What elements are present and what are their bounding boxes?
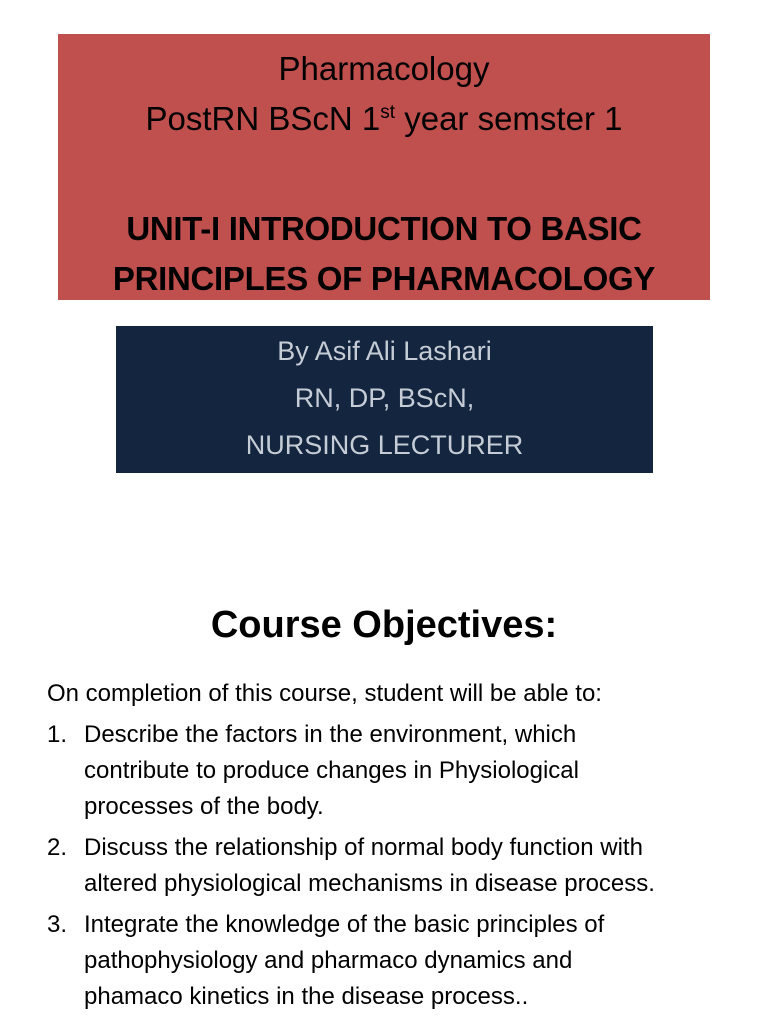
objective-text-line: Discuss the relationship of normal body function with — [84, 834, 643, 861]
unit-title-line-1: UNIT-I INTRODUCTION TO BASIC — [126, 210, 642, 247]
objective-text-line: phamaco kinetics in the disease process.. — [84, 983, 529, 1010]
title-box — [58, 34, 710, 300]
objective-text-line: processes of the body. — [84, 793, 324, 820]
program-suffix: year semster 1 — [395, 100, 623, 137]
course-title: Pharmacology — [278, 50, 490, 87]
author-credentials: RN, DP, BScN, — [294, 383, 475, 413]
objectives-list — [0, 717, 768, 1020]
objective-text-line: Describe the factors in the environment, which — [84, 721, 577, 748]
author-role: NURSING LECTURER — [245, 430, 524, 460]
objectives-heading: Course Objectives: — [210, 604, 558, 646]
objective-text-line: pathophysiology and pharmaco dynamics and — [84, 947, 573, 974]
unit-title — [58, 204, 710, 304]
program-prefix: PostRN BScN 1 — [145, 100, 381, 137]
author-name: By Asif Ali Lashari — [277, 336, 492, 366]
unit-title-line-2: PRINCIPLES OF PHARMACOLOGY — [112, 260, 656, 297]
objective-number: 2. — [47, 834, 68, 861]
objective-text-line: contribute to produce changes in Physiological — [84, 757, 579, 784]
objective-item — [0, 717, 768, 825]
author-box — [116, 326, 653, 473]
objective-text-line: altered physiological mechanisms in disease process. — [84, 870, 655, 897]
objectives-slide — [0, 540, 768, 1024]
program-superscript: st — [380, 102, 396, 123]
objective-item — [0, 907, 768, 1015]
objective-text-line: Integrate the knowledge of the basic principles of — [84, 911, 605, 938]
objectives-intro: On completion of this course, student will be able to: — [47, 680, 602, 707]
objective-number: 1. — [47, 721, 68, 748]
objective-item — [0, 830, 768, 902]
program-title — [58, 102, 710, 135]
objective-number: 3. — [47, 911, 68, 938]
